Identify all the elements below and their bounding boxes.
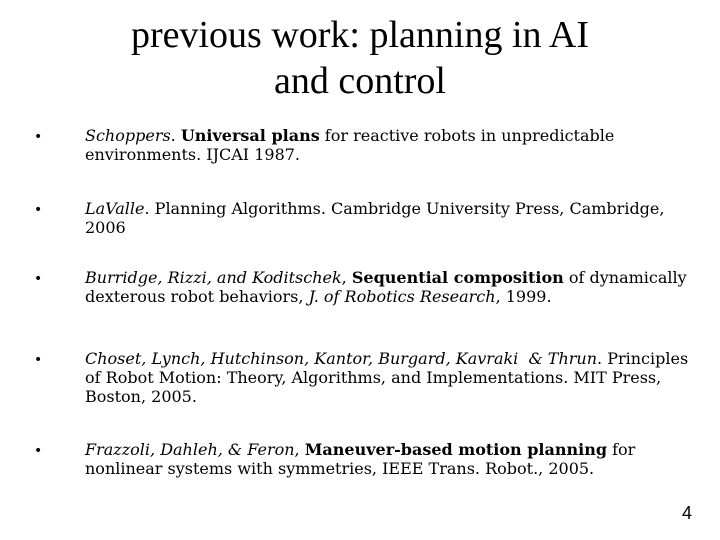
reference-segment: Choset, Lynch, Hutchinson, Kantor, Burgard, Kavraki & Thrun bbox=[85, 349, 598, 368]
reference-segment: . bbox=[170, 126, 181, 145]
reference-text bbox=[85, 268, 695, 306]
reference-segment: . Principles of Robot Motion: Theory, Algorithms, and Implementations. MIT Press, Boston, 2005. bbox=[85, 349, 694, 406]
bullet-icon: • bbox=[34, 202, 43, 218]
reference-text bbox=[85, 199, 695, 237]
reference-segment: Universal plans bbox=[180, 126, 320, 145]
bullet-icon: • bbox=[34, 129, 43, 145]
slide-title-line-2: and control bbox=[273, 60, 446, 102]
reference-segment: for reactive robots in unpredictable environments. IJCAI 1987. bbox=[85, 126, 620, 164]
reference-segment: , bbox=[341, 268, 352, 287]
reference-segment: J. of Robotics Research bbox=[308, 287, 496, 306]
reference-segment: . Planning Algorithms. Cambridge University Press, Cambridge, 2006 bbox=[85, 199, 670, 237]
reference-segment: Sequential composition bbox=[351, 268, 564, 287]
reference-segment: Maneuver-based motion planning bbox=[304, 440, 608, 459]
reference-segment: of dynamically dexterous robot behaviors, bbox=[85, 268, 692, 306]
reference-text bbox=[85, 126, 695, 164]
reference-segment: , bbox=[294, 440, 305, 459]
page-number: 4 bbox=[681, 503, 692, 523]
reference-segment: Burridge, Rizzi, and Koditschek bbox=[85, 268, 342, 287]
bullet-icon: • bbox=[34, 352, 43, 368]
slide-title-line-1: previous work: planning in AI bbox=[130, 14, 590, 56]
bullet-icon: • bbox=[34, 271, 43, 287]
reference-text bbox=[85, 440, 695, 478]
reference-segment: LaValle bbox=[85, 199, 145, 218]
reference-segment: Schoppers bbox=[85, 126, 171, 145]
reference-segment: for nonlinear systems with symmetries, IEEE Trans. Robot., 2005. bbox=[85, 440, 641, 478]
reference-segment: , 1999. bbox=[495, 287, 552, 306]
reference-text bbox=[85, 349, 695, 406]
reference-segment: Frazzoli, Dahleh, & Feron bbox=[85, 440, 295, 459]
bullet-icon: • bbox=[34, 443, 43, 459]
